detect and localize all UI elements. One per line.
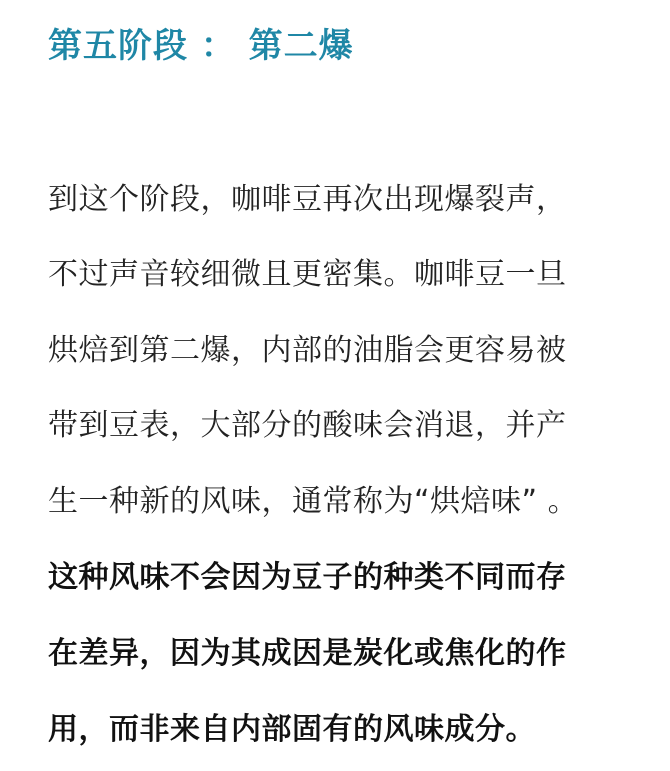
paragraph-line-2: 不过声音较细微且更密集。咖啡豆一旦 — [48, 257, 567, 292]
emphasis-line-2: 在差异，因为其成因是炭化或焦化的作 — [48, 636, 567, 671]
paragraph-line-1: 到这个阶段，咖啡豆再次出现爆裂声， — [48, 182, 567, 217]
emphasis-line-1: 这种风味不会因为豆子的种类不同而存 — [48, 560, 567, 595]
paragraph-line-3: 烘焙到第二爆，内部的油脂会更容易被 — [48, 333, 567, 368]
paragraph-line-5: 生一种新的风味，通常称为“烘焙味” 。 — [48, 484, 579, 519]
emphasis-line-3: 用，而非来自内部固有的风味成分。 — [48, 712, 536, 747]
section-heading: 第五阶段 ： 第二爆 — [48, 26, 354, 66]
paragraph-line-4: 带到豆表，大部分的酸味会消退，并产 — [48, 408, 567, 443]
